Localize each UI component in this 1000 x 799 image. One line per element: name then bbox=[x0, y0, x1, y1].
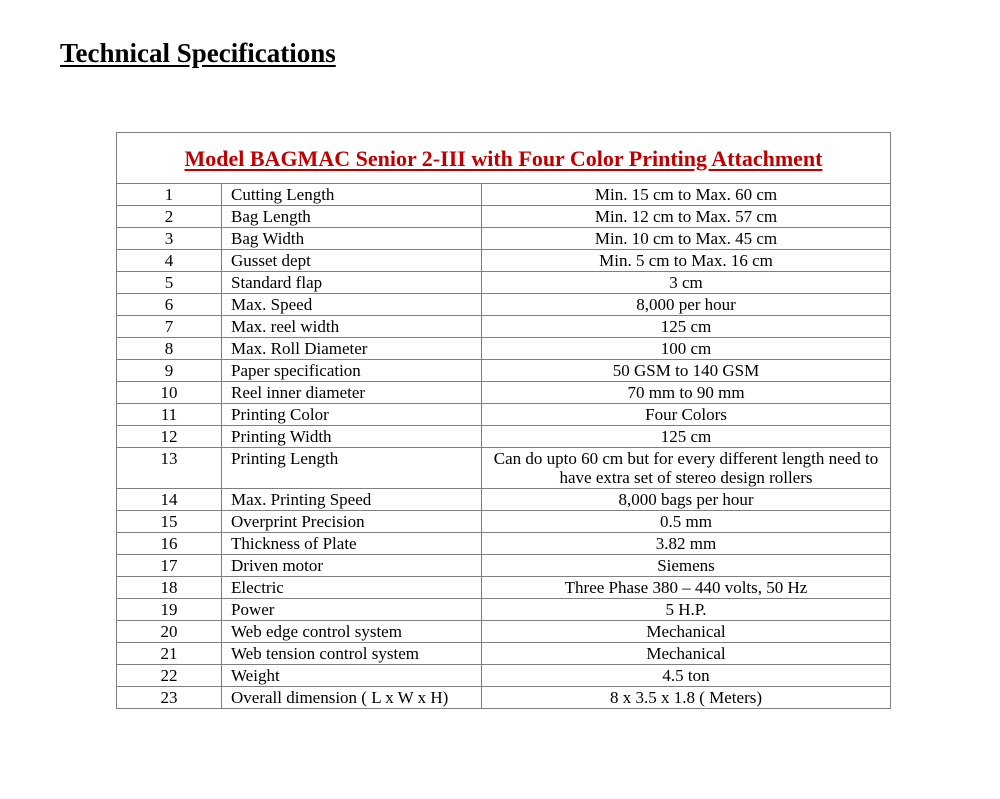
table-row bbox=[117, 426, 891, 448]
row-number: 21 bbox=[117, 643, 222, 665]
row-parameter: Electric bbox=[222, 577, 482, 599]
row-parameter: Driven motor bbox=[222, 555, 482, 577]
row-value: Min. 15 cm to Max. 60 cm bbox=[482, 184, 891, 206]
table-row bbox=[117, 382, 891, 404]
row-value: 3.82 mm bbox=[482, 533, 891, 555]
table-caption: Model BAGMAC Senior 2-III with Four Color Printing Attachment bbox=[117, 133, 891, 184]
table-row bbox=[117, 184, 891, 206]
row-parameter: Weight bbox=[222, 665, 482, 687]
table-row bbox=[117, 206, 891, 228]
row-number: 23 bbox=[117, 687, 222, 709]
row-value: Min. 12 cm to Max. 57 cm bbox=[482, 206, 891, 228]
specifications-table bbox=[116, 132, 891, 709]
row-parameter: Overprint Precision bbox=[222, 511, 482, 533]
row-value: Can do upto 60 cm but for every different length need to have extra set of stereo design rollers bbox=[482, 448, 891, 489]
row-parameter: Gusset dept bbox=[222, 250, 482, 272]
table-row bbox=[117, 489, 891, 511]
row-value: Min. 10 cm to Max. 45 cm bbox=[482, 228, 891, 250]
row-number: 17 bbox=[117, 555, 222, 577]
row-parameter: Max. reel width bbox=[222, 316, 482, 338]
row-value: 70 mm to 90 mm bbox=[482, 382, 891, 404]
row-number: 11 bbox=[117, 404, 222, 426]
row-number: 20 bbox=[117, 621, 222, 643]
table-row bbox=[117, 643, 891, 665]
row-number: 9 bbox=[117, 360, 222, 382]
row-value: 3 cm bbox=[482, 272, 891, 294]
row-value: Three Phase 380 – 440 volts, 50 Hz bbox=[482, 577, 891, 599]
row-number: 12 bbox=[117, 426, 222, 448]
row-value: 8,000 per hour bbox=[482, 294, 891, 316]
row-parameter: Bag Width bbox=[222, 228, 482, 250]
table-row bbox=[117, 599, 891, 621]
table-row bbox=[117, 448, 891, 489]
row-value: 50 GSM to 140 GSM bbox=[482, 360, 891, 382]
table-row bbox=[117, 665, 891, 687]
row-value: 8 x 3.5 x 1.8 ( Meters) bbox=[482, 687, 891, 709]
table-row bbox=[117, 360, 891, 382]
row-value: 5 H.P. bbox=[482, 599, 891, 621]
table-row bbox=[117, 294, 891, 316]
table-body bbox=[117, 184, 891, 709]
table-row bbox=[117, 621, 891, 643]
row-number: 8 bbox=[117, 338, 222, 360]
row-value: 125 cm bbox=[482, 426, 891, 448]
row-parameter: Power bbox=[222, 599, 482, 621]
row-parameter: Max. Roll Diameter bbox=[222, 338, 482, 360]
row-value: 100 cm bbox=[482, 338, 891, 360]
row-parameter: Printing Length bbox=[222, 448, 482, 489]
row-value: Mechanical bbox=[482, 621, 891, 643]
row-number: 3 bbox=[117, 228, 222, 250]
table-row bbox=[117, 250, 891, 272]
row-value: 0.5 mm bbox=[482, 511, 891, 533]
row-number: 22 bbox=[117, 665, 222, 687]
row-number: 5 bbox=[117, 272, 222, 294]
row-number: 4 bbox=[117, 250, 222, 272]
row-value: Min. 5 cm to Max. 16 cm bbox=[482, 250, 891, 272]
row-parameter: Max. Printing Speed bbox=[222, 489, 482, 511]
row-number: 1 bbox=[117, 184, 222, 206]
table-row bbox=[117, 533, 891, 555]
row-parameter: Web edge control system bbox=[222, 621, 482, 643]
table-caption-row bbox=[117, 133, 891, 184]
table-row bbox=[117, 404, 891, 426]
row-value: 125 cm bbox=[482, 316, 891, 338]
row-number: 19 bbox=[117, 599, 222, 621]
row-value: 8,000 bags per hour bbox=[482, 489, 891, 511]
row-value: Mechanical bbox=[482, 643, 891, 665]
page-title: Technical Specifications bbox=[60, 38, 336, 68]
row-number: 2 bbox=[117, 206, 222, 228]
row-parameter: Bag Length bbox=[222, 206, 482, 228]
table-row bbox=[117, 687, 891, 709]
row-parameter: Thickness of Plate bbox=[222, 533, 482, 555]
row-number: 6 bbox=[117, 294, 222, 316]
row-number: 16 bbox=[117, 533, 222, 555]
row-number: 13 bbox=[117, 448, 222, 489]
row-parameter: Printing Color bbox=[222, 404, 482, 426]
row-number: 14 bbox=[117, 489, 222, 511]
table-row bbox=[117, 511, 891, 533]
row-number: 7 bbox=[117, 316, 222, 338]
row-value: Siemens bbox=[482, 555, 891, 577]
row-parameter: Standard flap bbox=[222, 272, 482, 294]
table-row bbox=[117, 272, 891, 294]
row-number: 10 bbox=[117, 382, 222, 404]
row-parameter: Max. Speed bbox=[222, 294, 482, 316]
row-number: 15 bbox=[117, 511, 222, 533]
row-parameter: Overall dimension ( L x W x H) bbox=[222, 687, 482, 709]
row-value: Four Colors bbox=[482, 404, 891, 426]
row-parameter: Printing Width bbox=[222, 426, 482, 448]
row-number: 18 bbox=[117, 577, 222, 599]
table-row bbox=[117, 555, 891, 577]
row-parameter: Cutting Length bbox=[222, 184, 482, 206]
row-parameter: Paper specification bbox=[222, 360, 482, 382]
table-row bbox=[117, 316, 891, 338]
table-row bbox=[117, 338, 891, 360]
table-row bbox=[117, 228, 891, 250]
row-parameter: Reel inner diameter bbox=[222, 382, 482, 404]
table-row bbox=[117, 577, 891, 599]
row-value: 4.5 ton bbox=[482, 665, 891, 687]
row-parameter: Web tension control system bbox=[222, 643, 482, 665]
